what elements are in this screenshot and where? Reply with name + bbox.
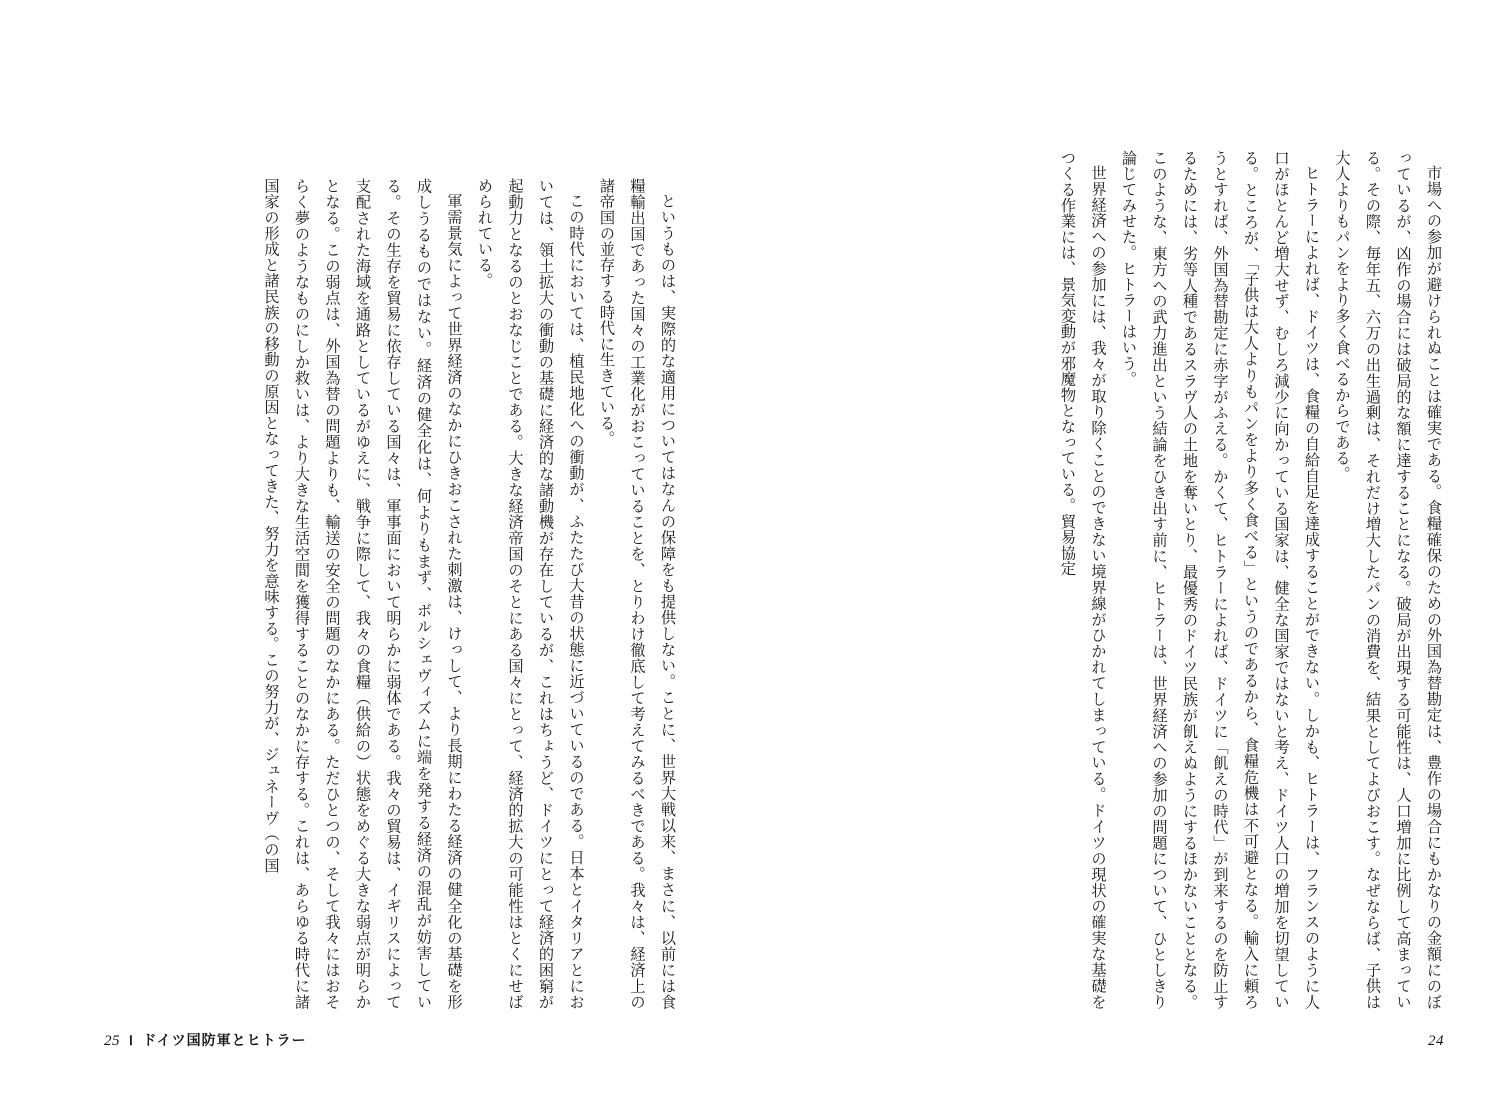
paragraph: というものは、実際的な適用についてはなんの保障をも提供しない。ことに、世界大戦以来、まさに、以前には食糧輸出国であった国々の工業化がおこっていることを、とりわけ徹底して考えてみるべきである。我々は、経済上の諸帝国の並存する時代に生きている。 xyxy=(598,178,676,1010)
running-head-left xyxy=(104,1030,307,1050)
paragraph: ヒトラーによれば、ドイツは、食糧の自給自足を達成することができない。しかも、ヒトラーは、フランスのように人口がほとんど増大せず、むしろ減少に向かっている国家は、健全な国家ではないと考え、ドイツ人口の増加を切望している。ところが、「子供は大人よりもパンをより多く食べる」というのであるから、食糧危機は不可避となる。輸入に頼ろうとすれば、外国為替勘定に赤字がふえる。かくて、ヒトラーによれば、ドイツに「飢えの時代」が到来するのを防止するためには、劣等人種であるスラヴ人の土地を奪いとり、最優秀のドイツ民族が飢えぬようにするほかないこととなる。このような、東方への武力進出という結論をひき出す前に、ヒトラーは、世界経済への参加の問題について、ひとしきり論じてみせた。ヒトラーはいう。 xyxy=(1120,150,1320,1010)
paragraph: この時代においては、植民地化への衝動が、ふたたび大昔の状態に近づいているのである。日本とイタリアとにおいては、領土拡大の衝動の基礎に経済的な諸動機が存在しているが、これはちょうど、ドイツにとって経済的困窮が起動力となるのとおなじことである。大きな経済帝国のそとにある国々にとって、経済的拡大の可能性はとくにせばめられている。 xyxy=(476,178,585,1010)
page-24-text-column xyxy=(876,150,1448,1010)
paragraph: 軍需景気によって世界経済のなかにひきおこされた刺激は、けっして、より長期にわたる経済の健全化の基礎を形成しうるものではない。経済の健全化は、何よりもまず、ボルシェヴィズムに端を発する経済の混乱が妨害している。その生存を貿易に依存している国々は、軍事面において明らかに弱体である。我々の貿易は、イギリスによって支配された海域を通路としているがゆえに、戦争に際して、我々の食糧（供給の）状態をめぐる大きな弱点が明らかとなる。この弱点は、外国為替の問題よりも、輸送の安全の問題のなかにある。ただひとつの、そして我々にはおそらく夢のようなものにしか救いは、より大きな生活空間を獲得することのなかに存する。これは、あらゆる時代に諸国家の形成と諸民族の移動の原因となってきた、努力を意味する。この努力が、ジュネーヴ（の国 xyxy=(262,178,463,1010)
folio-page-number-right: 24 xyxy=(1428,1033,1444,1049)
paragraph: 世界経済への参加には、我々が取り除くことのできない境界線がひかれてしまっている。ドイツの現状の確実な基礎をつくる作業には、景気変動が邪魔物となっている。貿易協定 xyxy=(1059,150,1107,1010)
chapter-title: ドイツ国防軍とヒトラー xyxy=(142,1032,307,1048)
page-25-text-column xyxy=(122,178,682,1010)
paragraph: 市場への参加が避けられぬことは確実である。食糧確保のための外国為替勘定は、豊作の場合にもかなりの金額にのぼっているが、凶作の場合には破局的な額に達することになる。破局が出現する可能性は、人口増加に比例して高まっている。その際、毎年五、六万の出生過剰は、それだけ増大したパンの消費を、結果としてよびおこす。なぜならば、子供は大人よりもパンをより多く食べるからである。 xyxy=(1333,150,1442,1010)
chapter-number: Ⅰ xyxy=(129,1033,134,1048)
page-24 xyxy=(750,0,1500,1102)
folio-page-number-left: 25 xyxy=(104,1033,120,1049)
